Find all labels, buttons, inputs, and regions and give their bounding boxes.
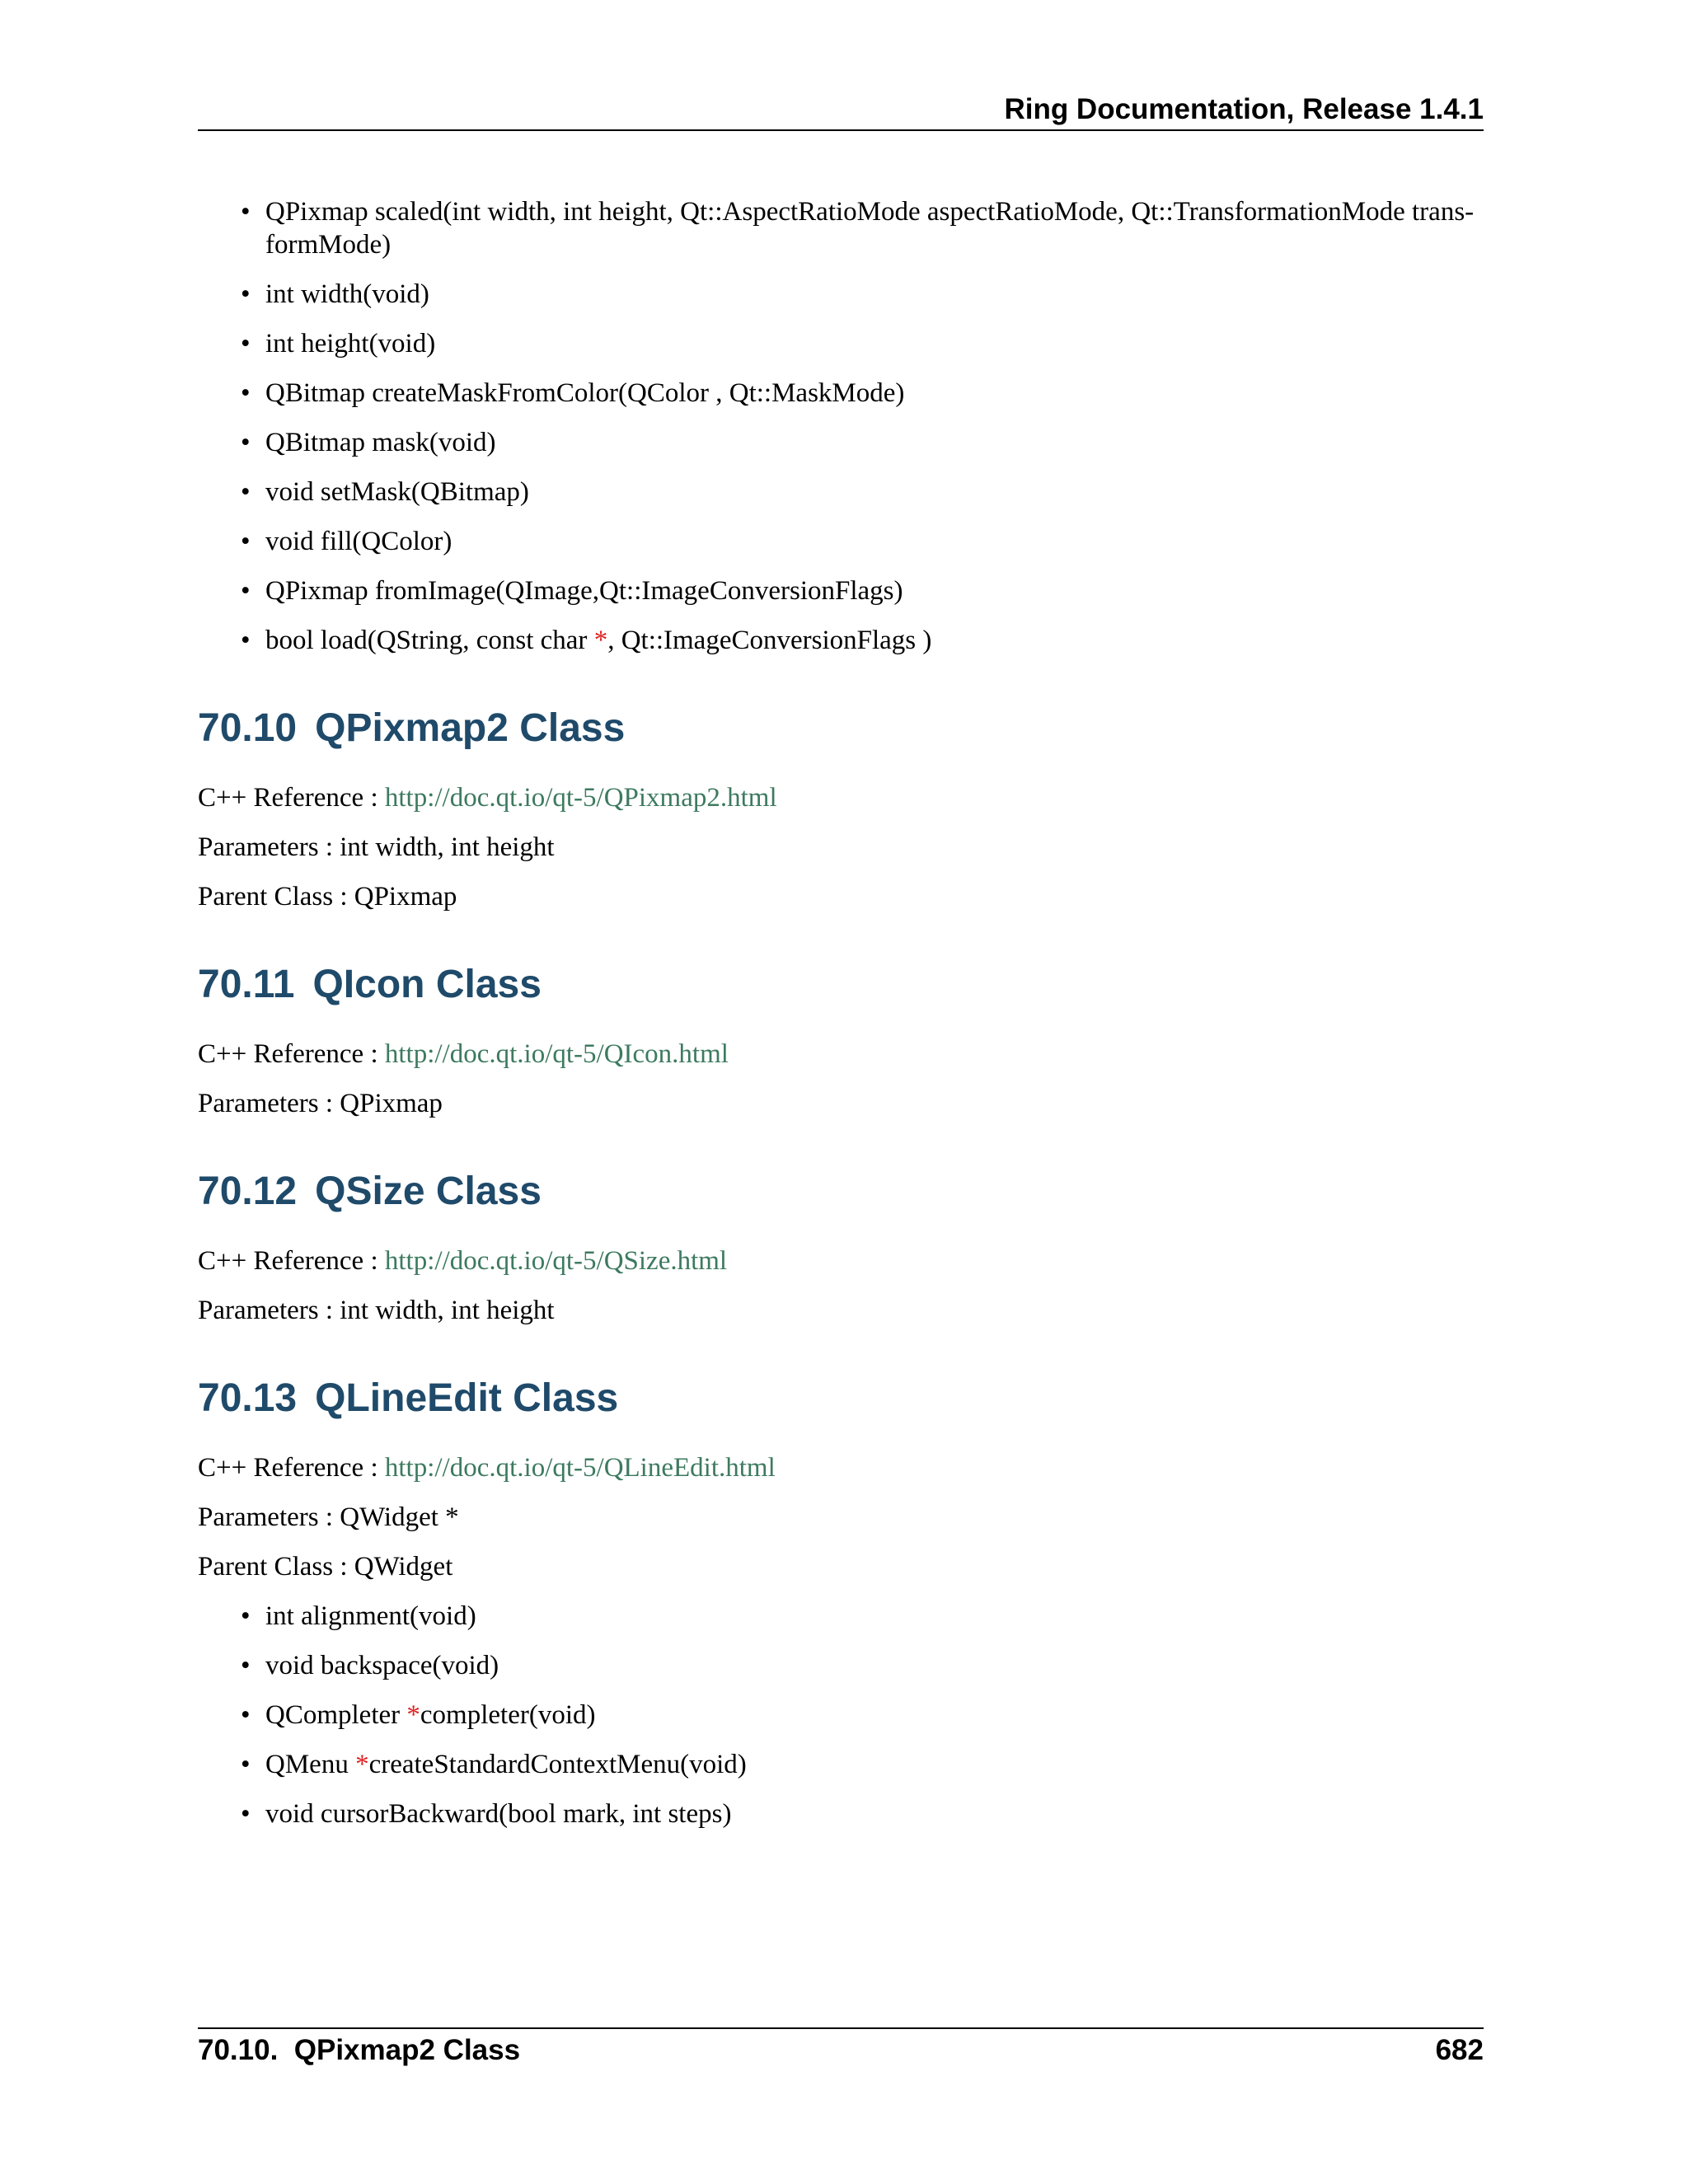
method-text: void setMask(QBitmap) — [265, 477, 529, 507]
method-text: QMenu — [265, 1750, 356, 1779]
cpp-reference — [198, 1451, 1484, 1484]
reference-link[interactable]: http://doc.qt.io/qt-5/QPixmap2.html — [384, 783, 777, 813]
method-text-end: , Qt::ImageConversionFlags ) — [607, 626, 932, 655]
method-text: void cursorBackward(bool mark, int steps) — [265, 1799, 732, 1829]
list-item — [265, 1600, 1484, 1633]
cpp-reference — [198, 1244, 1484, 1277]
reference-label: C++ Reference : — [198, 783, 385, 813]
method-text: QBitmap mask(void) — [265, 428, 496, 457]
list-item — [265, 377, 1484, 410]
qlineedit-method-list — [198, 1600, 1484, 1830]
parameters: Parameters : QWidget * — [198, 1502, 459, 1532]
header-rule — [198, 129, 1484, 131]
section-title: QIcon Class — [312, 963, 542, 1006]
section-number: 70.12 — [198, 1169, 298, 1213]
method-text: int alignment(void) — [265, 1601, 476, 1631]
list-item — [265, 624, 1484, 657]
list-item — [265, 426, 1484, 459]
method-text-end: createStandardContextMenu(void) — [368, 1750, 747, 1779]
parent-class: Parent Class : QWidget — [198, 1552, 453, 1582]
reference-label: C++ Reference : — [198, 1453, 385, 1483]
method-text-continued: formMode) — [265, 230, 392, 260]
parameters: Parameters : QPixmap — [198, 1089, 443, 1118]
section-title: QSize Class — [315, 1169, 542, 1213]
page-number: 682 — [1435, 2034, 1484, 2066]
list-item — [265, 327, 1484, 360]
list-item — [265, 525, 1484, 558]
method-text: QPixmap scaled(int width, int height, Qt::AspectRatioMode aspectRatioMode, Qt::TransformationMode trans- — [265, 197, 1475, 227]
reference-link[interactable]: http://doc.qt.io/qt-5/QSize.html — [384, 1246, 728, 1276]
section-title: QPixmap2 Class — [315, 706, 626, 750]
list-item — [265, 1797, 1484, 1830]
list-item — [265, 195, 1484, 261]
cpp-reference — [198, 781, 1484, 814]
section-number: 70.13 — [198, 1376, 298, 1420]
parent-class: Parent Class : QPixmap — [198, 882, 457, 912]
list-item — [265, 1748, 1484, 1781]
list-item — [265, 574, 1484, 607]
reference-label: C++ Reference : — [198, 1039, 385, 1069]
method-text: int width(void) — [265, 279, 429, 309]
method-text: QPixmap fromImage(QImage,Qt::ImageConversionFlags) — [265, 576, 903, 606]
pointer-star: * — [406, 1700, 420, 1730]
method-text: void fill(QColor) — [265, 527, 452, 556]
method-text: int height(void) — [265, 329, 436, 359]
method-text: void backspace(void) — [265, 1651, 499, 1680]
reference-link[interactable]: http://doc.qt.io/qt-5/QIcon.html — [384, 1039, 729, 1069]
page-content — [198, 195, 1484, 1847]
list-item — [265, 278, 1484, 311]
parameters: Parameters : int width, int height — [198, 1296, 555, 1325]
section-heading-qsize — [198, 1168, 1484, 1216]
list-item — [265, 476, 1484, 509]
method-text: bool load(QString, const char — [265, 626, 594, 655]
list-item — [265, 1649, 1484, 1682]
qpixmap-method-list — [198, 195, 1484, 657]
method-text: QCompleter — [265, 1700, 407, 1730]
section-heading-qicon — [198, 961, 1484, 1009]
list-item — [265, 1699, 1484, 1732]
pointer-star: * — [355, 1750, 369, 1779]
section-number: 70.10 — [198, 706, 298, 750]
method-text-end: completer(void) — [420, 1700, 596, 1730]
reference-label: C++ Reference : — [198, 1246, 385, 1276]
reference-link[interactable]: http://doc.qt.io/qt-5/QLineEdit.html — [384, 1453, 776, 1483]
method-text: QBitmap createMaskFromColor(QColor , Qt::MaskMode) — [265, 378, 905, 408]
section-heading-qlineedit — [198, 1375, 1484, 1422]
parameters: Parameters : int width, int height — [198, 832, 555, 862]
pointer-star: * — [593, 626, 608, 655]
cpp-reference — [198, 1038, 1484, 1071]
footer-rule — [198, 2027, 1484, 2029]
section-number: 70.11 — [198, 963, 295, 1006]
footer-section-title: 70.10. QPixmap2 Class — [198, 2034, 521, 2066]
section-title: QLineEdit Class — [315, 1376, 619, 1420]
document-page — [198, 0, 1484, 2184]
section-heading-qpixmap2 — [198, 705, 1484, 752]
running-header: Ring Documentation, Release 1.4.1 — [1004, 93, 1484, 125]
